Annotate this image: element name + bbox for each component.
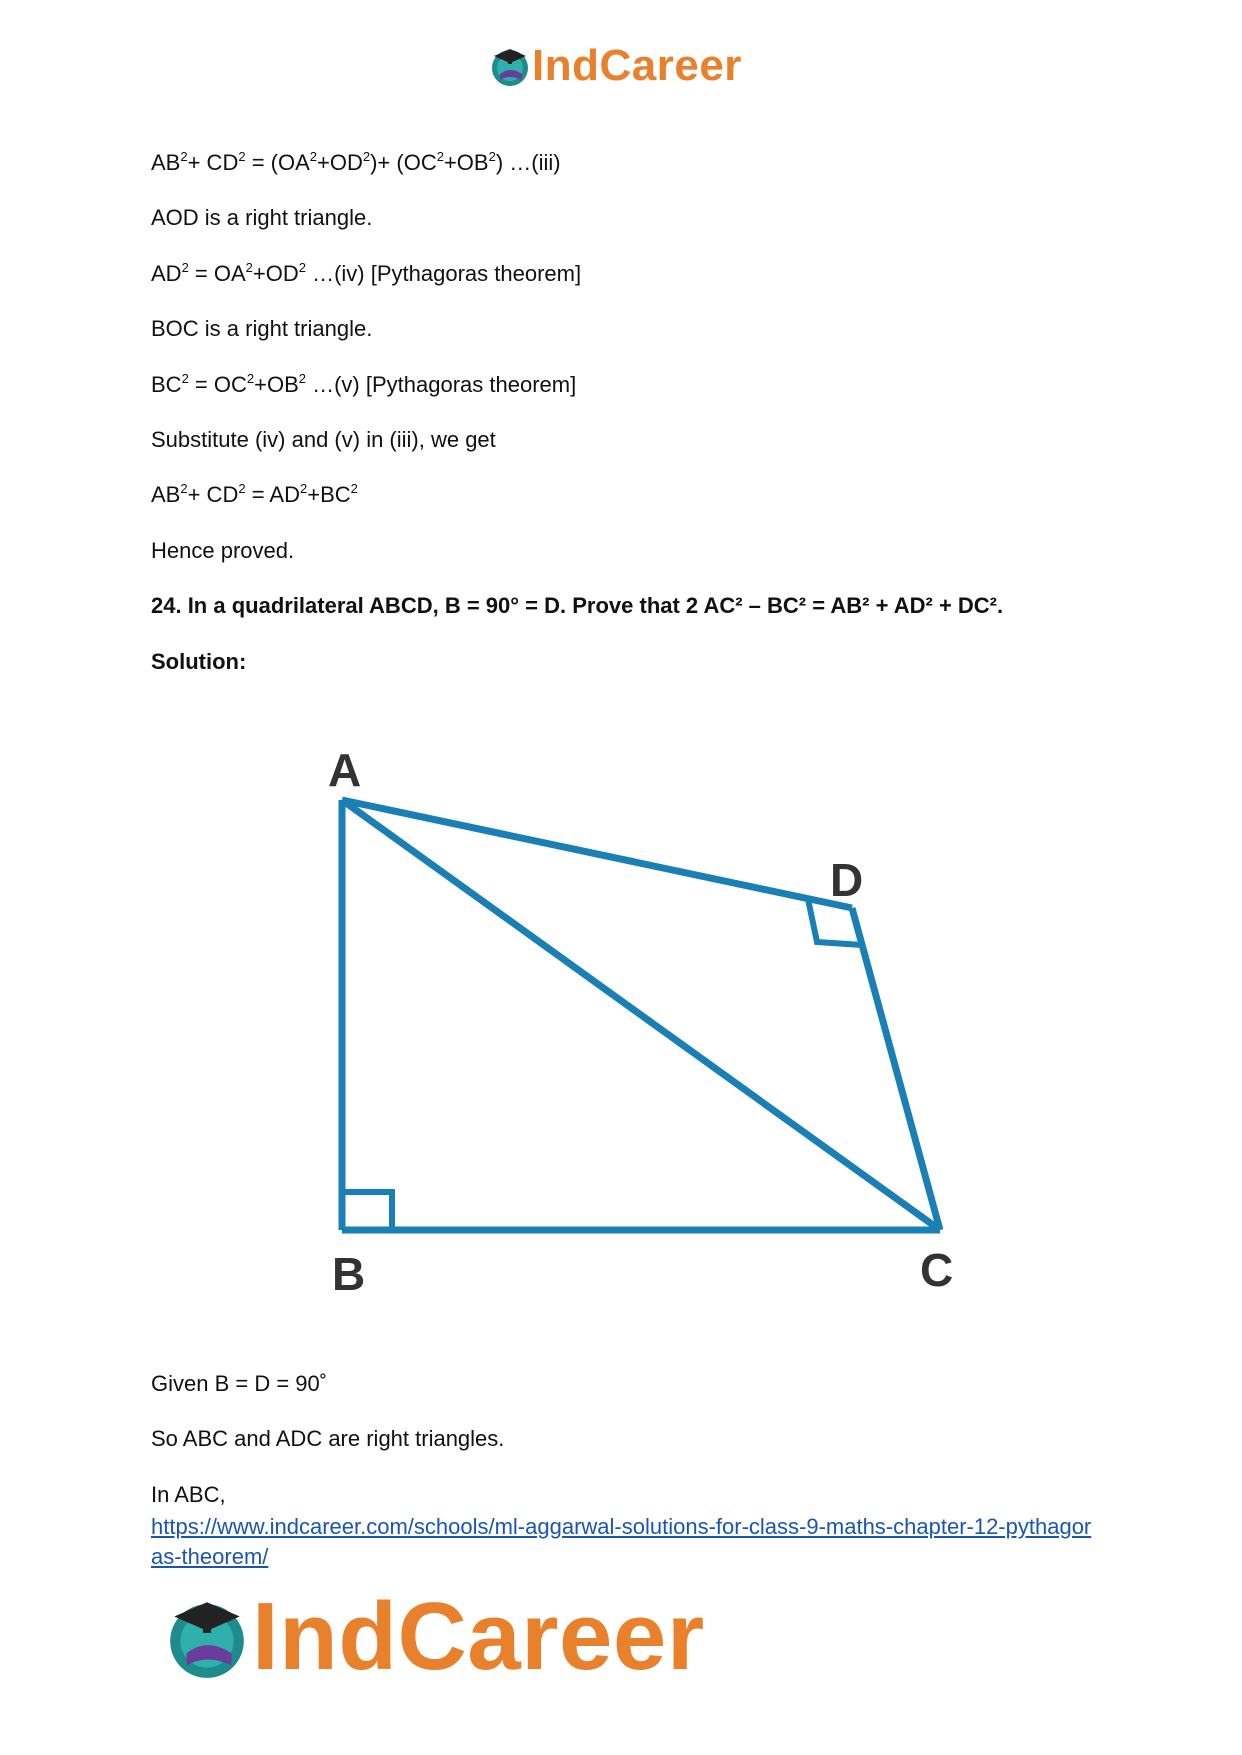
graduation-globe-icon bbox=[162, 1589, 252, 1685]
quadrilateral-svg bbox=[300, 730, 980, 1300]
text-run: +OD bbox=[252, 261, 299, 286]
right-angle-marker-b bbox=[342, 1192, 392, 1230]
given-statement: Given B = D = 90˚ bbox=[151, 1371, 328, 1396]
equation-v bbox=[151, 371, 576, 399]
text-run: +BC bbox=[307, 482, 351, 507]
text-run: AB bbox=[151, 150, 181, 175]
header-logo-text: IndCareer bbox=[532, 41, 742, 90]
superscript: 2 bbox=[180, 480, 188, 496]
question-heading: 24. In a quadrilateral ABCD, B = 90° = D. Prove that 2 AC² – BC² = AB² + AD² + DC². bbox=[151, 593, 1004, 618]
text-run: BC bbox=[151, 372, 182, 397]
text-run: +OB bbox=[443, 150, 489, 175]
text-run: +OD bbox=[317, 150, 363, 175]
text-run: )+ (OC bbox=[370, 150, 437, 175]
aod-statement: AOD is a right triangle. bbox=[151, 205, 373, 230]
text-run: = AD bbox=[245, 482, 300, 507]
hence-proved: Hence proved. bbox=[151, 538, 295, 563]
side-cd bbox=[852, 908, 940, 1230]
graduation-globe-icon bbox=[488, 44, 532, 88]
source-link[interactable]: https://www.indcareer.com/schools/ml-aggarwal-solutions-for-class-9-maths-chapter-12-pythagoras-theorem/ bbox=[151, 1514, 1092, 1569]
superscript: 2 bbox=[246, 370, 255, 386]
equation-final bbox=[151, 481, 358, 509]
solution-label: Solution: bbox=[151, 649, 247, 674]
text-run: AB bbox=[151, 482, 181, 507]
text-run: + CD bbox=[187, 482, 239, 507]
text-run: +OB bbox=[254, 372, 299, 397]
in-abc-statement: In ABC, bbox=[151, 1482, 226, 1507]
vertex-label-a: A bbox=[328, 744, 362, 796]
vertex-label-d: D bbox=[830, 854, 864, 906]
text-run: = (OA bbox=[245, 150, 310, 175]
boc-statement: BOC is a right triangle. bbox=[151, 316, 373, 341]
vertex-label-c: C bbox=[920, 1244, 954, 1296]
superscript: 2 bbox=[238, 148, 246, 164]
superscript: 2 bbox=[350, 480, 358, 496]
footer-logo-text: IndCareer bbox=[252, 1583, 705, 1690]
substitute-statement: Substitute (iv) and (v) in (iii), we get bbox=[151, 427, 496, 452]
text-run: = OA bbox=[188, 261, 246, 286]
header-logo bbox=[488, 42, 742, 90]
text-run: …(v) [Pythagoras theorem] bbox=[305, 372, 577, 397]
superscript: 2 bbox=[436, 148, 444, 164]
superscript: 2 bbox=[180, 148, 188, 164]
vertex-label-b: B bbox=[332, 1248, 366, 1300]
text-run: AD bbox=[151, 261, 182, 286]
equation-iv bbox=[151, 260, 581, 288]
right-triangles-statement: So ABC and ADC are right triangles. bbox=[151, 1426, 505, 1451]
superscript: 2 bbox=[488, 148, 496, 164]
superscript: 2 bbox=[309, 148, 317, 164]
superscript: 2 bbox=[300, 480, 308, 496]
superscript: 2 bbox=[181, 370, 189, 386]
text-run: + CD bbox=[187, 150, 239, 175]
superscript: 2 bbox=[245, 259, 253, 275]
superscript: 2 bbox=[362, 148, 371, 164]
superscript: 2 bbox=[298, 259, 306, 275]
footer-logo bbox=[162, 1582, 705, 1692]
superscript: 2 bbox=[298, 370, 306, 386]
text-run: ) …(iii) bbox=[495, 150, 561, 175]
equation-iii bbox=[151, 149, 561, 177]
text-run: = OC bbox=[188, 372, 247, 397]
quadrilateral-figure bbox=[300, 730, 980, 1300]
superscript: 2 bbox=[238, 480, 246, 496]
text-run: …(iv) [Pythagoras theorem] bbox=[305, 261, 582, 286]
superscript: 2 bbox=[181, 259, 189, 275]
